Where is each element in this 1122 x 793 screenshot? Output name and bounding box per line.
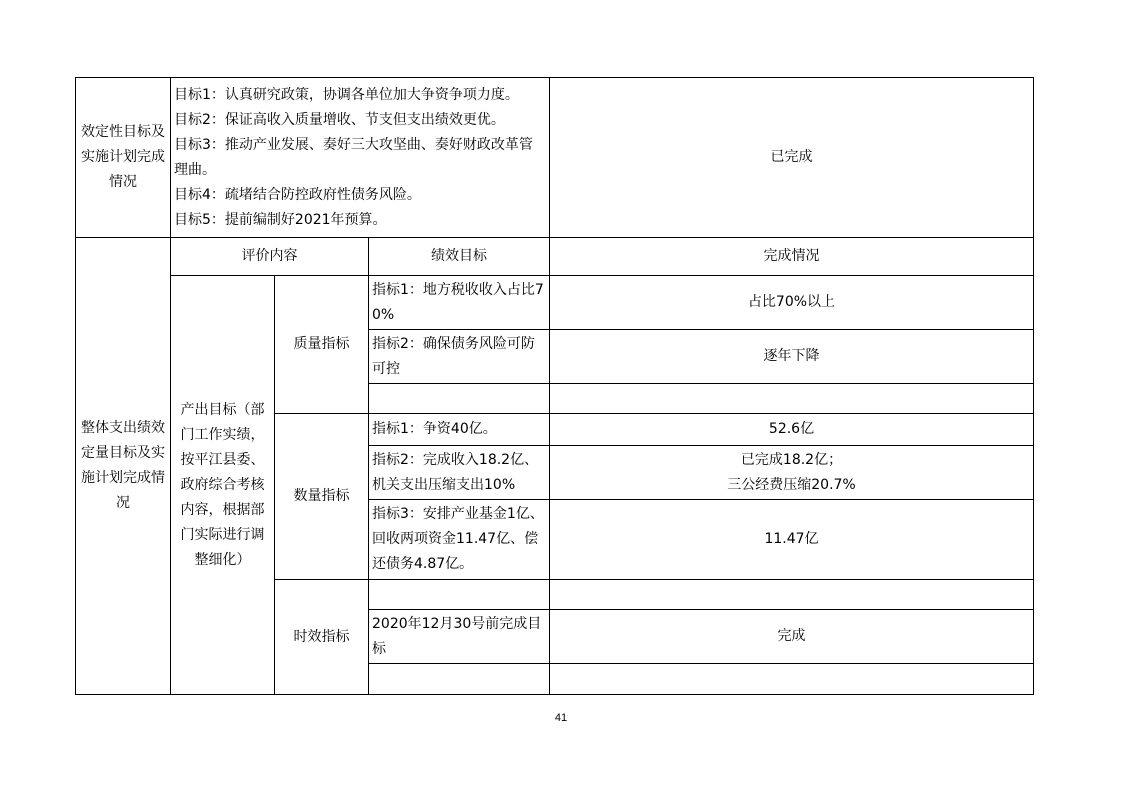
performance-table xyxy=(75,77,1034,695)
quantity-result-3: 11.47亿 xyxy=(550,500,1034,580)
timeliness-target-3 xyxy=(369,664,550,695)
header-target: 绩效目标 xyxy=(369,238,550,276)
timeliness-target-1 xyxy=(369,580,550,610)
qualitative-label-cell xyxy=(76,78,171,238)
quality-result-1: 占比70%以上 xyxy=(550,276,1034,330)
quality-label: 质量指标 xyxy=(293,336,350,352)
quantity-result-2-cell xyxy=(550,446,1034,500)
header-content: 评价内容 xyxy=(171,238,369,276)
output-goal-cell xyxy=(171,276,275,695)
table-row xyxy=(76,276,1034,330)
page-number: 41 xyxy=(554,712,568,724)
quantity-target-3: 指标3：安排产业基金1亿、回收两项资金11.47亿、偿还债务4.87亿。 xyxy=(369,500,550,580)
qualitative-status-cell xyxy=(550,78,1034,238)
qualitative-row xyxy=(76,78,1034,238)
goal-item: 目标2：保证高收入质量增收、节支但支出绩效更优。 xyxy=(174,111,505,128)
quantity-target-2: 指标2：完成收入18.2亿、机关支出压缩支出10% xyxy=(369,446,550,500)
quantitative-label: 整体支出绩效定量目标及实施计划完成情况 xyxy=(81,420,165,511)
quality-target-3 xyxy=(369,384,550,414)
quantity-label-cell xyxy=(275,414,369,580)
qualitative-status: 已完成 xyxy=(770,149,813,165)
goal-item: 目标3：推动产业发展、奏好三大攻坚曲、奏好财政改革管理曲。 xyxy=(174,136,533,178)
timeliness-label-cell xyxy=(275,580,369,695)
quality-target-2: 指标2：确保债务风险可防可控 xyxy=(369,330,550,384)
quality-label-cell xyxy=(275,276,369,414)
quality-result-3 xyxy=(550,384,1034,414)
quantitative-header-row xyxy=(76,238,1034,276)
quantitative-label-cell xyxy=(76,238,171,695)
goal-item: 目标5：提前编制好2021年预算。 xyxy=(174,211,387,228)
quantity-label: 数量指标 xyxy=(293,488,350,504)
timeliness-label: 时效指标 xyxy=(293,628,350,645)
goal-item: 目标1：认真研究政策，协调各单位加大争资争项力度。 xyxy=(174,86,519,103)
header-result: 完成情况 xyxy=(550,238,1034,276)
quantity-target-1: 指标1：争资40亿。 xyxy=(369,414,550,446)
timeliness-result-3 xyxy=(550,664,1034,695)
timeliness-result-2: 完成 xyxy=(550,610,1034,664)
quality-target-1: 指标1：地方税收收入占比70% xyxy=(369,276,550,330)
timeliness-result-1 xyxy=(550,580,1034,610)
goal-item: 目标4：疏堵结合防控政府性债务风险。 xyxy=(174,186,421,203)
output-goal: 产出目标（部门工作实绩，按平江县委、政府综合考核内容，根据部门实际进行调整细化） xyxy=(180,401,265,568)
quantity-result-1: 52.6亿 xyxy=(550,414,1034,446)
quantity-result-2b: 三公经费压缩20.7% xyxy=(727,476,856,493)
quantity-result-2: 已完成18.2亿； xyxy=(740,451,843,468)
qualitative-goals-cell xyxy=(171,78,550,238)
qualitative-label: 效定性目标及实施计划完成情况 xyxy=(81,124,165,190)
timeliness-target-2: 2020年12月30号前完成目标 xyxy=(369,610,550,664)
quality-result-2: 逐年下降 xyxy=(550,330,1034,384)
